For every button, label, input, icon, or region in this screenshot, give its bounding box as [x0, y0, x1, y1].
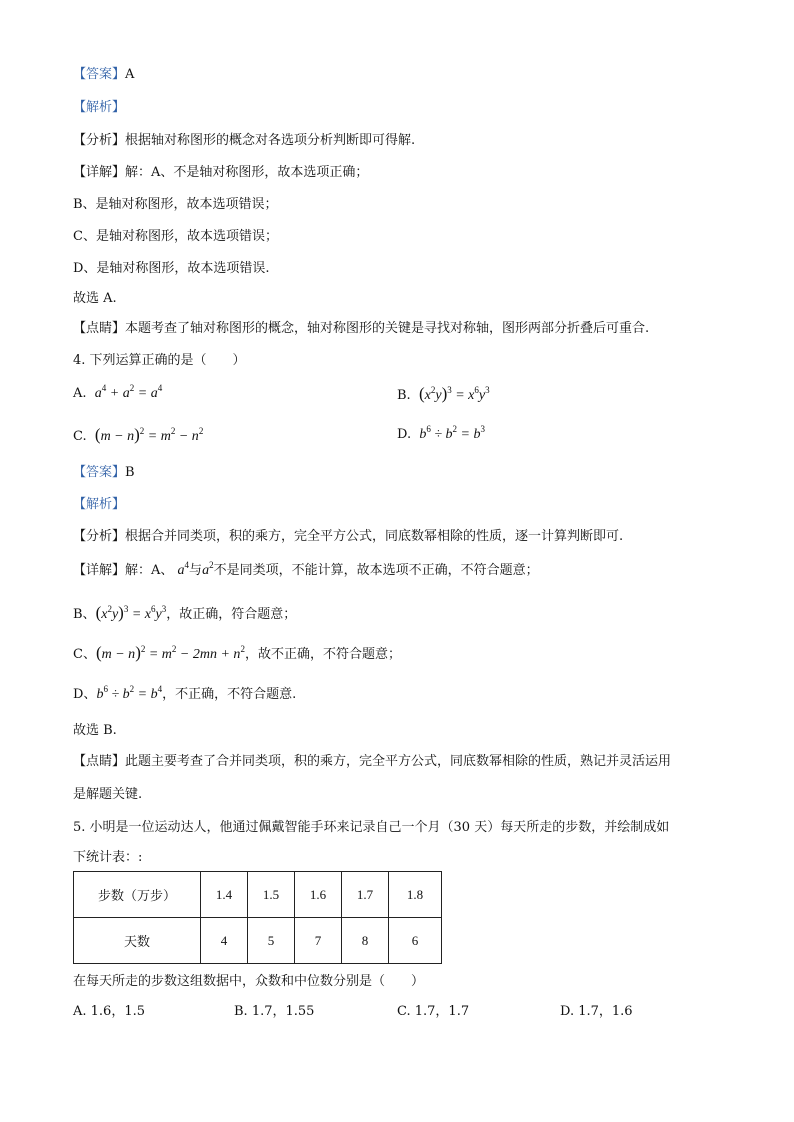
q3-line-c: C、是轴对称图形，故本选项错误；	[73, 229, 278, 244]
table-row	[74, 918, 442, 964]
xiangjie-text: 解：A、不是轴对称图形，故本选项正确；	[125, 165, 369, 180]
table-cell: 7	[295, 918, 342, 964]
row-header-days: 天数	[74, 918, 201, 964]
q3-dianjing-line	[73, 320, 649, 338]
q5-question: 在每天所走的步数这组数据中，众数和中位数分别是（ ）	[73, 974, 425, 989]
line-c-formula: $(m - n)^2 = m^2 - 2mn + n^2$	[95, 643, 245, 662]
line-b-prefix: B、	[73, 607, 96, 622]
line-d-suffix: ，不正确，不符合题意.	[162, 687, 297, 702]
q5-option-b: B. 1.7，1.55	[234, 1004, 315, 1019]
q4-option-d	[397, 426, 485, 444]
q5-option-d: D. 1.7，1.6	[560, 1004, 633, 1019]
q3-analysis-line	[73, 99, 125, 117]
answer-tag: 【答案】	[73, 67, 126, 82]
line-b-suffix: ，故正确，符合题意；	[166, 607, 297, 622]
line-d-prefix: D、	[73, 687, 97, 702]
table-cell: 5	[248, 918, 295, 964]
table-cell: 6	[389, 918, 442, 964]
answer-value: B	[125, 465, 135, 480]
xiangjie-a-suffix: 不是同类项，不能计算，故本选项不正确，不符合题意；	[213, 563, 539, 578]
q4-option-c	[73, 426, 203, 446]
dianjing-text: 本题考查了轴对称图形的概念，轴对称图形的关键是寻找对称轴，图形两部分折叠后可重合.	[125, 321, 650, 336]
q4-choose: 故选 B.	[73, 723, 117, 738]
q3-answer-line	[73, 66, 134, 84]
term-a2: $a^2$	[202, 560, 214, 578]
option-a-label: A.	[73, 386, 87, 401]
table-cell: 1.5	[248, 872, 295, 918]
q4-dianjing-line-2: 是解题关键.	[73, 787, 143, 802]
option-d-formula: $b^6 \div b^2 = b^3$	[419, 424, 485, 442]
dianjing-text: 此题主要考查了合并同类项，积的乘方，完全平方公式，同底数幂相除的性质，熟记并灵活运用	[125, 754, 672, 769]
steps-table	[73, 871, 442, 964]
xiangjie-a-prefix: 解：A、	[125, 563, 174, 578]
fenxi-text: 根据轴对称图形的概念对各选项分析判断即可得解.	[125, 133, 416, 148]
answer-tag: 【答案】	[73, 465, 126, 480]
q4-stem: 4. 下列运算正确的是（ ）	[73, 353, 246, 368]
line-b-formula: $(x^2y)^3 = x^6y^3$	[95, 603, 167, 622]
xiangjie-tag: 【详解】	[73, 165, 126, 180]
q5-stem-line-1: 5. 小明是一位运动达人，他通过佩戴智能手环来记录自己一个月（30 天）每天所走的步数，并绘制成如	[73, 820, 670, 835]
q5-stem-line-2: 下统计表：:	[73, 850, 143, 865]
fenxi-tag: 【分析】	[73, 133, 126, 148]
q4-line-b	[73, 604, 296, 624]
dianjing-tag: 【点睛】	[73, 321, 126, 336]
table-cell: 1.4	[201, 872, 248, 918]
option-c-formula: $(m - n)^2 = m^2 - n^2$	[94, 425, 204, 444]
table-cell: 4	[201, 918, 248, 964]
table-cell: 1.6	[295, 872, 342, 918]
q5-option-a: A. 1.6，1.5	[73, 1004, 146, 1019]
option-c-label: C.	[73, 429, 87, 444]
term-a4: $a^4$	[177, 560, 190, 578]
answer-value: A	[125, 67, 135, 82]
analysis-tag: 【解析】	[73, 497, 126, 512]
q4-xiangjie-line	[73, 562, 539, 580]
fenxi-tag: 【分析】	[73, 529, 126, 544]
q4-line-d	[73, 686, 296, 704]
table-cell: 1.8	[389, 872, 442, 918]
table-row	[74, 872, 442, 918]
dianjing-tag: 【点睛】	[73, 754, 126, 769]
q4-option-b	[397, 385, 490, 405]
line-c-suffix: ，故不正确，不符合题意；	[244, 647, 401, 662]
q4-fenxi-line	[73, 528, 623, 546]
xiangjie-a-connector: 与	[189, 563, 203, 578]
q4-dianjing-line	[73, 753, 671, 771]
option-b-formula: $(x^2y)^3 = x^6y^3$	[418, 384, 490, 403]
q4-answer-line	[73, 464, 135, 482]
row-header-steps: 步数（万步）	[74, 872, 201, 918]
line-d-formula: $b^6 \div b^2 = b^4$	[96, 684, 163, 702]
q5-option-c: C. 1.7，1.7	[397, 1004, 470, 1019]
fenxi-text: 根据合并同类项，积的乘方，完全平方公式，同底数幂相除的性质，逐一计算判断即可.	[125, 529, 624, 544]
q4-analysis-line	[73, 496, 125, 514]
q3-xiangjie-line	[73, 164, 368, 182]
q4-option-a	[73, 385, 162, 403]
q3-fenxi-line	[73, 132, 415, 150]
xiangjie-tag: 【详解】	[73, 563, 126, 578]
option-b-label: B.	[397, 388, 411, 403]
q3-choose: 故选 A.	[73, 291, 117, 306]
table-cell: 1.7	[342, 872, 389, 918]
q4-line-c	[73, 644, 401, 664]
option-d-label: D.	[397, 427, 412, 442]
line-c-prefix: C、	[73, 647, 96, 662]
q3-line-b: B、是轴对称图形，故本选项错误；	[73, 197, 278, 212]
q3-line-d: D、是轴对称图形，故本选项错误.	[73, 261, 270, 276]
option-a-formula: $a^4 + a^2 = a^4$	[94, 383, 163, 401]
analysis-tag: 【解析】	[73, 100, 126, 115]
table-cell: 8	[342, 918, 389, 964]
